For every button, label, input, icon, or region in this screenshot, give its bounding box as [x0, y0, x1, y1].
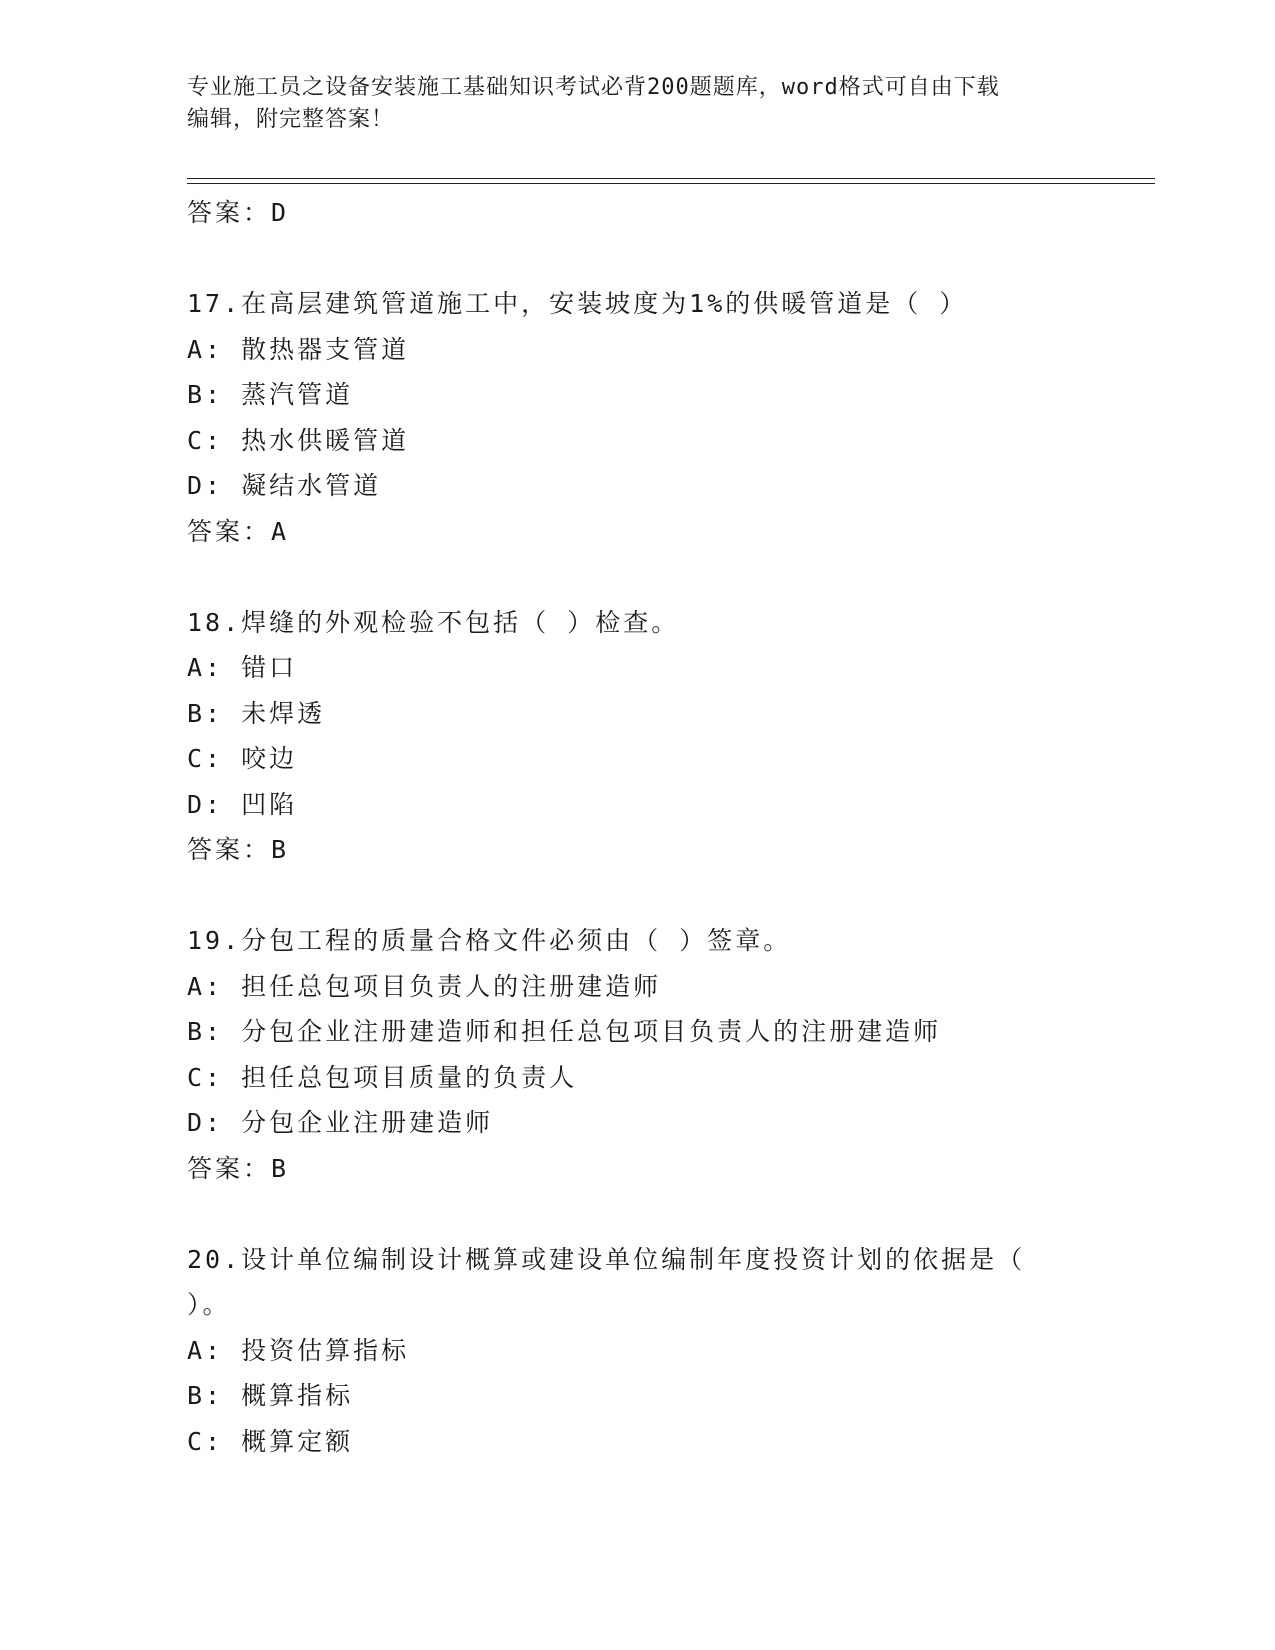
option-d: D: 分包企业注册建造师 — [187, 1108, 494, 1137]
question-18 — [187, 600, 1087, 873]
answer-17: 答案：A — [187, 516, 290, 546]
header-title-line-2: 编辑，附完整答案！ — [187, 107, 395, 132]
option-a: A: 散热器支管道 — [187, 334, 410, 364]
option-c: C: 热水供暖管道 — [187, 425, 410, 455]
option-a: A: 担任总包项目负责人的注册建造师 — [187, 971, 662, 1001]
option-b: B: 分包企业注册建造师和担任总包项目负责人的注册建造师 — [187, 1017, 942, 1046]
question-17 — [187, 281, 1087, 554]
question-stem: 17.在高层建筑管道施工中，安装坡度为1%的供暖管道是（ ） — [187, 289, 968, 318]
option-d: D: 凝结水管道 — [187, 471, 382, 500]
header-title-line-1: 专业施工员之设备安装施工基础知识考试必背200题题库，word格式可自由下载 — [187, 75, 1000, 100]
option-c: C: 咬边 — [187, 744, 298, 773]
question-list — [187, 190, 1087, 1464]
spacer — [187, 554, 1087, 600]
option-a: A: 错口 — [187, 653, 298, 682]
question-19 — [187, 918, 1087, 1191]
spacer — [187, 236, 1087, 282]
option-b: B: 概算指标 — [187, 1381, 354, 1410]
answer-18: 答案：B — [187, 835, 290, 864]
answer-19: 答案：B — [187, 1153, 290, 1183]
spacer — [187, 1191, 1087, 1237]
spacer — [187, 873, 1087, 919]
question-stem-line-1: 20.设计单位编制设计概算或建设单位编制年度投资计划的依据是（ — [187, 1244, 1026, 1274]
question-stem: 18.焊缝的外观检验不包括（ ）检查。 — [187, 607, 680, 637]
option-c: C: 概算定额 — [187, 1426, 354, 1456]
answer-previous: 答案：D — [187, 198, 290, 227]
option-b: B: 蒸汽管道 — [187, 380, 354, 409]
option-d: D: 凹陷 — [187, 789, 298, 819]
question-stem: 19.分包工程的质量合格文件必须由（ ）签章。 — [187, 926, 792, 955]
question-stem-line-2: ）。 — [187, 1290, 231, 1319]
option-b: B: 未焊透 — [187, 698, 326, 728]
header-divider-bottom — [187, 183, 1155, 184]
header-divider-top — [187, 178, 1155, 179]
option-c: C: 担任总包项目质量的负责人 — [187, 1062, 578, 1092]
option-a: A: 投资估算指标 — [187, 1335, 410, 1365]
document-header — [187, 72, 1087, 136]
question-20 — [187, 1237, 1087, 1465]
